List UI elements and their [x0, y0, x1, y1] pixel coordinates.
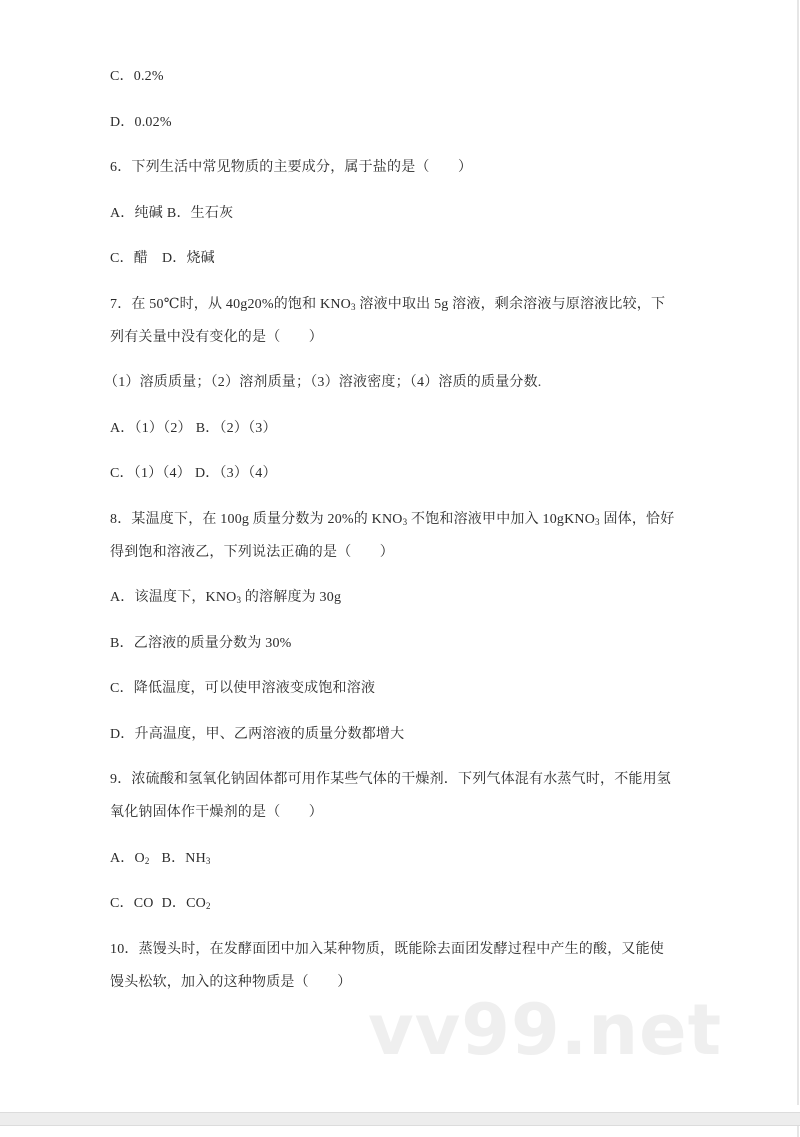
question-number: 6．	[110, 160, 132, 175]
question-text: 溶液中取出 5g 溶液，剩余溶液与原溶液比较，下	[355, 296, 666, 312]
question-number: 10．	[110, 941, 139, 957]
question-9-options-ab	[110, 848, 670, 870]
option-label: D．	[194, 466, 220, 481]
option-text: 乙溶液的质量分数为 30%	[133, 635, 292, 651]
question-8-option-b	[110, 633, 670, 655]
option-text: 0.2%	[133, 69, 164, 84]
option-text: 烧碱	[186, 251, 215, 266]
question-text: 在 50℃时，从 40g20%的饱和 KNO	[131, 296, 351, 312]
question-text: 蒸馒头时，在发酵面团中加入某种物质，既能除去面团发酵过程中产生的酸，又能使	[138, 941, 665, 957]
page-content	[104, 66, 675, 994]
question-8-option-c	[110, 678, 670, 700]
question-6-options-cd	[110, 248, 670, 270]
question-text: 下列生活中常见物质的主要成分，属于盐的是（ ）	[131, 160, 473, 175]
question-text: 得到饱和溶液乙，下列说法正确的是（ ）	[110, 544, 394, 560]
question-7-options-cd	[110, 463, 670, 485]
option-text: NH	[185, 850, 206, 866]
option-label: C．	[110, 251, 134, 266]
option-label: D．	[110, 114, 135, 130]
option-label: D．	[161, 251, 187, 266]
subscript: 3	[402, 516, 408, 527]
option-label: B．	[110, 635, 134, 651]
option-text: O	[134, 850, 145, 866]
question-number: 8．	[110, 511, 132, 527]
question-6-stem	[110, 157, 670, 179]
option-text: （1）（4）	[133, 466, 191, 481]
question-text: 氧化钠固体作干燥剂的是（ ）	[110, 805, 323, 820]
option-text: CO	[133, 896, 154, 911]
option-text: 纯碱	[134, 205, 163, 221]
question-items: （1）溶质质量；（2）溶剂质量；（3）溶液密度；（4）溶质的质量分数.	[104, 375, 542, 390]
question-6-options-ab	[110, 203, 670, 225]
option-text: （1）（2）	[134, 420, 192, 436]
option-text: 醋	[133, 251, 148, 266]
question-9-stem-line2	[110, 802, 670, 824]
question-7-stem-line2	[110, 327, 670, 349]
next-page-top	[0, 1126, 799, 1137]
subscript: 2	[205, 901, 211, 911]
page-separator	[0, 1112, 800, 1126]
question-8-stem-line2	[110, 542, 670, 564]
subscript: 3	[236, 595, 242, 605]
question-text: 某温度下，在 100g 质量分数为 20%的 KNO	[131, 511, 403, 527]
question-8-stem-line1	[110, 509, 675, 531]
option-text: 的溶解度为 30g	[241, 590, 342, 605]
option-text: 升高温度，甲、乙两溶液的质量分数都增大	[134, 726, 405, 742]
question-text: 不饱和溶液甲中加入 10gKNO	[407, 511, 596, 527]
option-label: B．	[195, 420, 220, 436]
question-8-option-d	[110, 724, 670, 746]
question-7-items	[104, 372, 670, 394]
question-text: 浓硫酸和氢氧化钠固体都可用作某些气体的干燥剂．下列气体混有水蒸气时，不能用氢	[131, 772, 672, 787]
option-label: C．	[110, 69, 134, 84]
option-text: 生石灰	[190, 205, 234, 221]
option-label: A．	[110, 420, 135, 436]
option-label: B．	[166, 205, 191, 221]
question-7-stem-line1	[110, 294, 670, 316]
option-label: C．	[110, 466, 134, 481]
subscript: 2	[144, 855, 150, 866]
option-text: （2）（3）	[219, 420, 277, 436]
question-text: 固体，恰好	[599, 511, 675, 527]
q5-option-c	[110, 66, 670, 88]
option-label: B．	[161, 850, 186, 866]
question-text: 列有关量中没有变化的是（ ）	[110, 329, 323, 345]
option-text: CO	[186, 896, 206, 911]
option-text: （3）（4）	[219, 466, 277, 481]
option-text: 该温度下，KNO	[134, 590, 237, 605]
question-8-option-a	[110, 587, 670, 609]
question-number: 7．	[110, 296, 132, 312]
watermark: vv99.net	[368, 989, 723, 1071]
question-7-options-ab	[110, 418, 670, 440]
subscript: 3	[595, 516, 600, 527]
option-label: C．	[110, 681, 134, 696]
option-label: C．	[110, 896, 134, 911]
option-text: 0.02%	[134, 114, 172, 130]
question-number: 9．	[110, 772, 132, 787]
option-label: A．	[110, 850, 135, 866]
question-9-stem-line1	[110, 769, 670, 791]
option-label: A．	[110, 205, 135, 221]
question-9-options-cd	[110, 893, 670, 915]
subscript: 3	[350, 301, 356, 312]
question-text: 馒头松软，加入的这种物质是（ ）	[110, 974, 352, 990]
option-label: A．	[110, 590, 135, 605]
option-label: D．	[161, 896, 187, 911]
question-10-stem-line1	[110, 939, 670, 961]
subscript: 3	[205, 855, 211, 866]
option-label: D．	[110, 726, 135, 742]
q5-option-d	[110, 112, 670, 134]
option-text: 降低温度，可以使甲溶液变成饱和溶液	[133, 681, 376, 696]
